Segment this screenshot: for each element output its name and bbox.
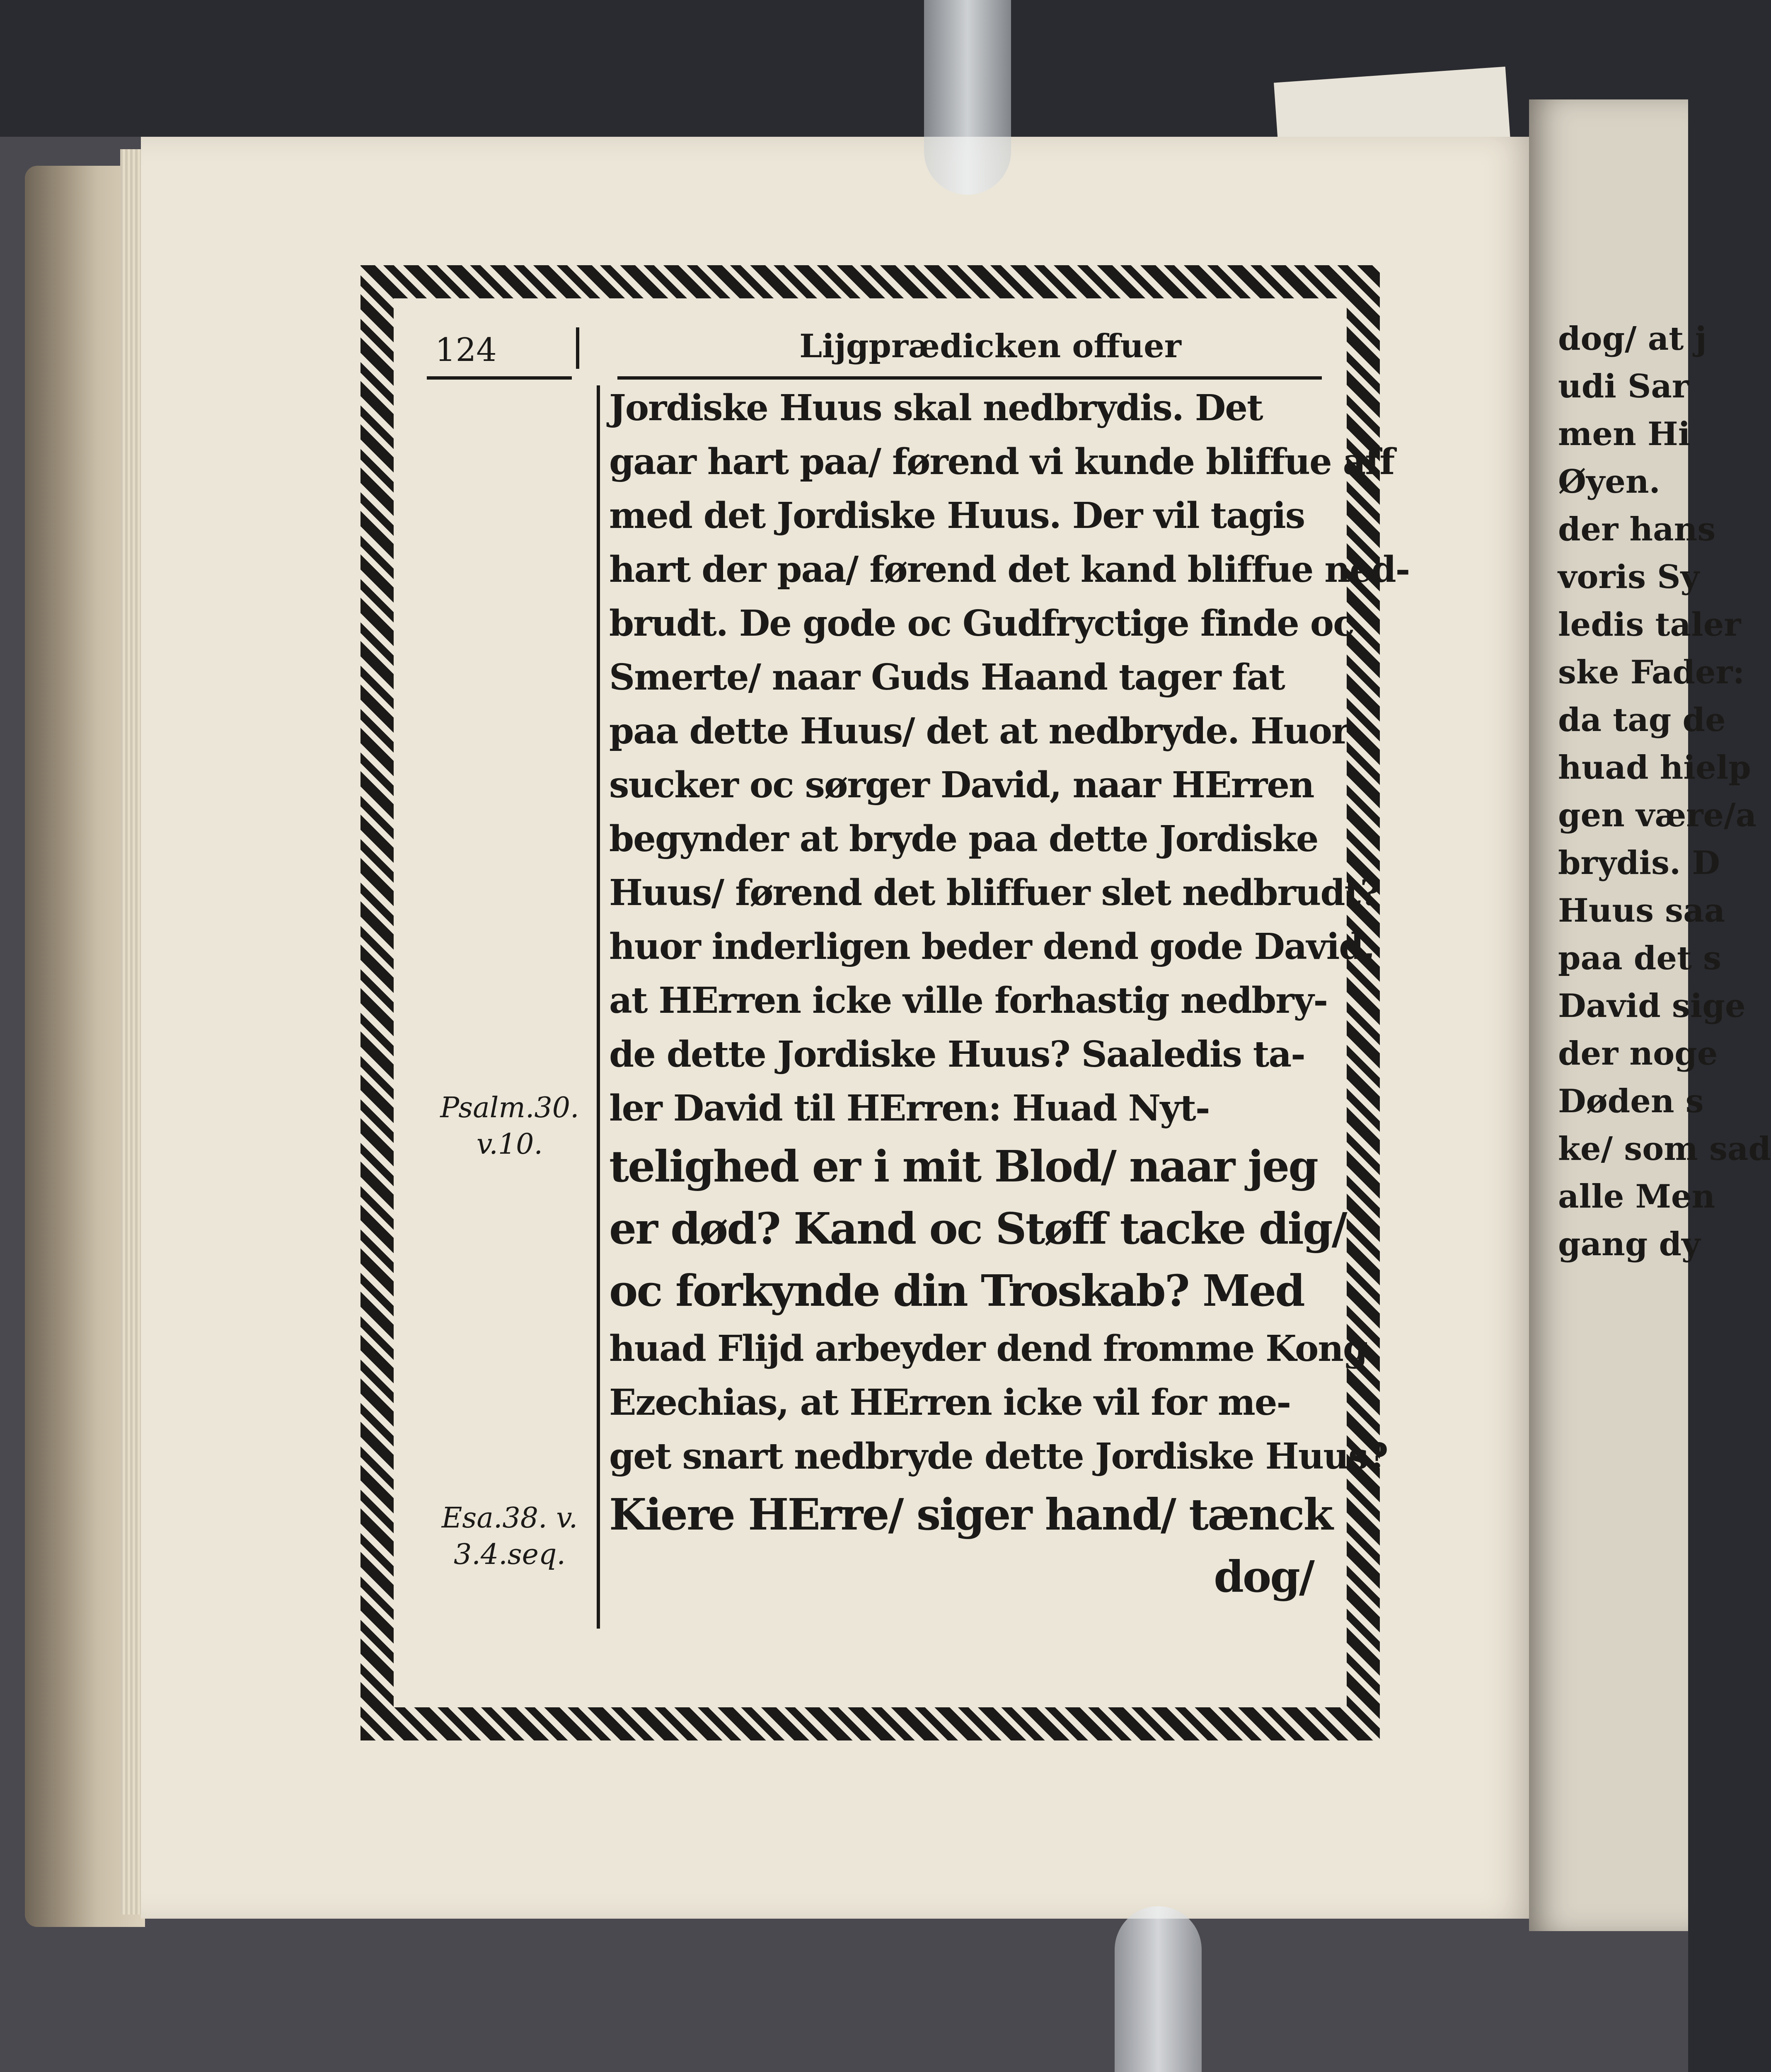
text-line-quote: oc forkynde din Troskab? Med [609,1265,1304,1316]
text-line: paa dette Huus/ det at nedbryde. Huor [609,710,1350,752]
header-divider [576,327,579,369]
text-line: gaar hart paa/ førend vi kunde bliffue aff [609,441,1394,483]
facing-page-text [1558,315,1771,1268]
page-clip-bottom [1115,1906,1202,2072]
facing-line: ke/ som sad [1558,1130,1771,1168]
facing-line: Døden s [1558,1082,1704,1120]
text-line: med det Jordiske Huus. Der vil tagis [609,495,1305,537]
header-rule [617,376,1322,380]
margin-note-line: v.10. [476,1128,543,1161]
text-line: ler David til HErren: Huad Nyt- [609,1087,1210,1129]
text-line: huad Flijd arbeyder dend fromme Kong [609,1328,1367,1370]
running-title: Lijgprædicken offuer [799,327,1181,365]
facing-line: Øyen. [1558,463,1660,501]
header-rule-left [427,376,572,380]
text-line: brudt. De gode oc Gudfryctige finde oc [609,603,1354,644]
text-line: Huus/ førend det bliffuer slet nedbrudt? [609,872,1380,914]
page-clip-top [924,0,1011,195]
text-line-quote: telighed er i mit Blod/ naar jeg [609,1141,1317,1192]
text-line: Ezechias, at HErren icke vil for me- [609,1382,1291,1423]
facing-line: gen være/a [1558,796,1757,834]
margin-note-psalm [427,1090,593,1163]
text-line: de dette Jordiske Huus? Saaledis ta- [609,1034,1305,1075]
text-line-quote: Kiere HErre/ siger hand/ tænck [609,1489,1332,1540]
margin-column [427,385,593,1653]
margin-note-line: Esa.38. v. [441,1502,578,1535]
facing-line: udi Sar [1558,368,1689,405]
page-header [427,327,1322,381]
facing-line: da tag de [1558,701,1726,739]
text-line: hart der paa/ førend det kand bliffue ned- [609,549,1410,591]
facing-line: alle Men [1558,1178,1715,1215]
text-line-quote: er død? Kand oc Støff tacke dig/ [609,1203,1346,1254]
facing-line: paa det s [1558,939,1722,977]
text-line: sucker oc sørger David, naar HErren [609,764,1314,806]
text-line: at HErren icke ville forhastig nedbry- [609,980,1328,1021]
facing-line: der hans [1558,511,1716,548]
facing-line: ske Fader: [1558,654,1745,691]
text-line: huor inderligen beder dend gode David, [609,926,1375,968]
facing-line: brydis. D [1558,844,1720,882]
column-rule [597,385,600,1629]
facing-line: men Hi [1558,415,1691,453]
facing-line: David sige [1558,987,1746,1025]
facing-line: voris Sy [1558,558,1699,596]
margin-note-line: 3.4.seq. [453,1538,566,1571]
facing-line: ledis taler [1558,606,1741,644]
text-line: get snart nedbryde dette Jordiske Huus? [609,1435,1388,1477]
page-number: 124 [435,332,497,369]
body-text [609,381,1410,1608]
catchword: dog/ [1214,1551,1314,1602]
text-line: Smerte/ naar Guds Haand tager fat [609,656,1285,698]
margin-note-esaias [427,1500,593,1573]
text-line: begynder at bryde paa dette Jordiske [609,818,1318,860]
facing-line: dog/ at j [1558,320,1707,358]
facing-line: der noge [1558,1035,1718,1072]
facing-line: gang dy [1558,1225,1701,1263]
margin-note-line: Psalm.30. [440,1092,579,1124]
text-line: Jordiske Huus skal nedbrydis. Det [609,387,1263,429]
facing-line: huad hielp [1558,749,1751,787]
facing-line: Huus saa [1558,892,1725,929]
